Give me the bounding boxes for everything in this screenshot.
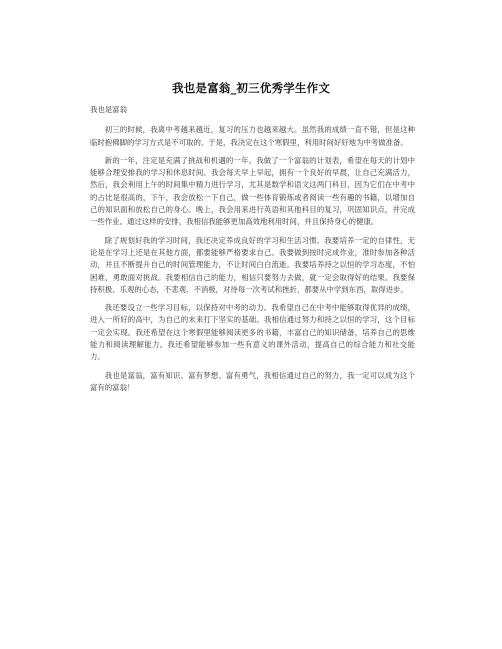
paragraph-3: 除了规划好我的学习时间，我还决定养成良好的学习和生活习惯。我要培养一定的自律性，无论是在学习上还是在其他方面，都要能够严格要求自己。我要做到按时完成作业，准时参加各种活动，并且不断提升自己的时间管理能力，不让时间白白流逝。我要培养持之以恒的学习态度，不怕困难，勇敢面对挑战。我要相信自己的能力，相信只要努力去做，就一定会取得好的结果。我要保持积极、乐观的心态，不悲观、不消极，对待每一次考试和挫折，都要从中学到东西，取得进步。 (90, 235, 415, 294)
document-title: 我也是富翁_初三优秀学生作文 (171, 81, 331, 95)
author-line: 我也是富翁 (90, 105, 127, 114)
paragraph-5: 我也是富翁，富有知识、富有梦想、富有勇气，我相信通过自己的努力，我一定可以成为这个富有的富翁！ (90, 370, 415, 392)
paragraph-2: 新的一年，注定是充满了挑战和机遇的一年。我做了一个富翁的计划表，希望在每天的计划中能够合理安排我的学习和休息时间。我会每天早上早起，拥有一个良好的早晨，让自己充满活力，然后，我会利用上午的时间集中精力进行学习，尤其是数学和语文这两门科目，因为它们在中考中的占比是很高的，下午，我会放松一下自己，做一些体育锻炼或者阅读一些有趣的书籍，以增加自己的知识面和放松自己的身心。晚上，我会用来进行英语和其他科目的复习，巩固知识点，并完成一些作业。通过这样的安排，我相信我能够更加高效地利用时间，并且保持身心的健康。 (90, 155, 415, 227)
paragraph-1: 初三的时候，我离中考越来越近，复习的压力也越来越大。虽然我的成绩一直不错，但是这种临时抱佛脚的学习方式是不可取的。于是，我决定在这个寒假里，利用时间好好地为中考做准备。 (90, 125, 415, 147)
document-body (90, 104, 415, 400)
paragraph-4: 我还要设立一些学习目标，以保持对中考的动力。我希望自己在中考中能够取得优异的成绩，进入一所好的高中，为自己的未来打下坚实的基础。我相信通过努力和持之以恒的学习，这个目标一定会实现。我还希望在这个寒假里能够阅读更多的书籍，丰富自己的知识储备，培养自己的思维能力和阅读理解能力。我还希望能够参加一些有意义的课外活动，提高自己的综合能力和社交能力。 (90, 303, 415, 362)
